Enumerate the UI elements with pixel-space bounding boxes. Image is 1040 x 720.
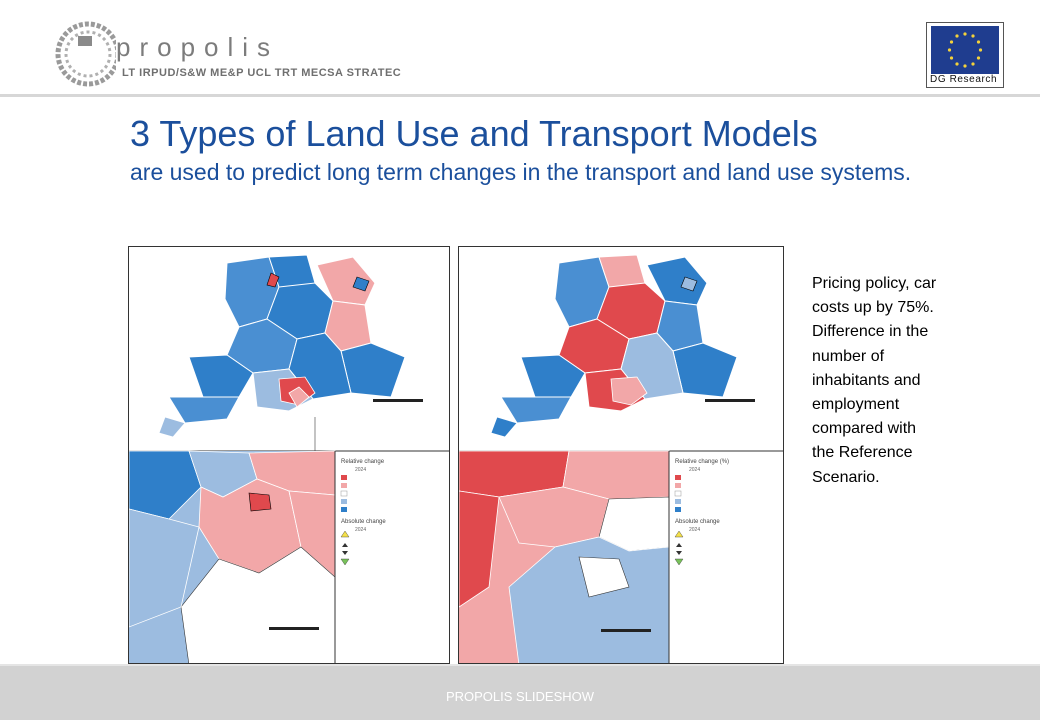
map-figure-left bbox=[129, 247, 450, 664]
eu-flag-icon bbox=[931, 26, 999, 74]
map-composite-left bbox=[128, 246, 450, 664]
logo-wordmark: propolis bbox=[116, 32, 280, 62]
note-line: number of bbox=[812, 347, 885, 365]
logo-partners: LT IRPUD/S&W ME&P UCL TRT MECSA STRATEC bbox=[122, 67, 402, 79]
map-figure-right bbox=[459, 247, 784, 664]
slide-title: 3 Types of Land Use and Transport Models bbox=[130, 113, 818, 154]
legend-abs-year-right: 2024 bbox=[689, 527, 701, 533]
note-line: Pricing policy, car bbox=[812, 275, 937, 292]
note-line: Difference in the bbox=[812, 323, 929, 341]
footer-label: PROPOLIS SLIDESHOW bbox=[445, 689, 595, 704]
slide-footer bbox=[0, 664, 1040, 720]
note-line: Scenario. bbox=[812, 468, 880, 486]
legend-title-left: Relative change bbox=[341, 459, 385, 465]
note-line: costs up by 75%. bbox=[812, 299, 934, 317]
propolis-logo-icon bbox=[52, 18, 116, 88]
legend-year-right: 2024 bbox=[689, 467, 701, 473]
legend-year-left: 2024 bbox=[355, 467, 367, 473]
propolis-logo bbox=[52, 18, 412, 88]
note-line: inhabitants and bbox=[812, 371, 921, 389]
legend-title-right: Relative change (%) bbox=[675, 459, 730, 465]
eu-dg-research-logo bbox=[926, 22, 1004, 88]
header-divider bbox=[0, 94, 1040, 97]
note-line: the Reference bbox=[812, 444, 913, 462]
slide-subtitle: are used to predict long term changes in the transport and land use systems. bbox=[130, 159, 912, 185]
note-line: compared with bbox=[812, 420, 917, 438]
legend-abs-title-left: Absolute change bbox=[341, 519, 386, 525]
eu-caption: DG Research bbox=[930, 74, 998, 85]
map-composite-right bbox=[458, 246, 784, 664]
slide-title-block bbox=[130, 112, 1030, 189]
legend-abs-year-left: 2024 bbox=[355, 527, 367, 533]
legend-abs-title-right: Absolute change bbox=[675, 519, 720, 525]
scenario-note bbox=[812, 272, 1012, 490]
slide-header bbox=[0, 0, 1040, 96]
note-line: employment bbox=[812, 396, 900, 414]
